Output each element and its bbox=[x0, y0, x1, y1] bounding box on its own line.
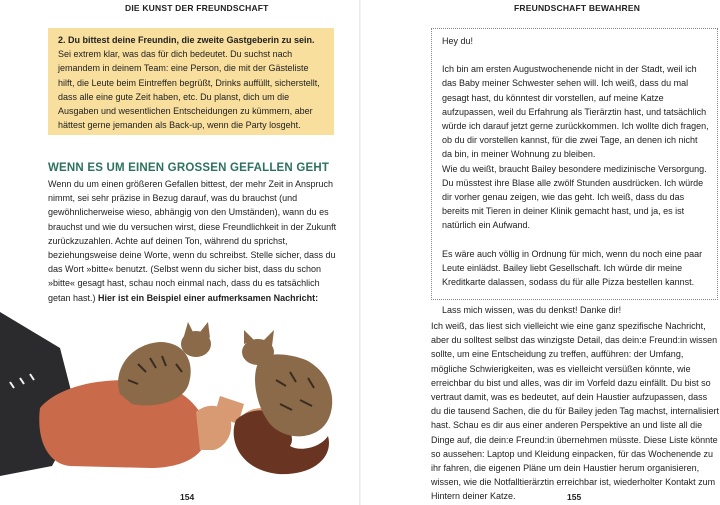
left-body bbox=[48, 177, 338, 305]
message-greeting: Hey du! bbox=[442, 36, 474, 46]
left-body-bold: Hier ist ein Beispiel einer aufmerksamen Nachricht: bbox=[98, 292, 319, 303]
message-paragraph-1: Ich bin am ersten Augustwochenende nicht in der Stadt, weil ich das Baby meiner Schwester sehen will. Ich weiß, dass du mal gesagt hast, du könntest dir vorstellen, auf meine Katze aufzupassen, weil du Erfahrung als Tierärztin hast, und tatsächlich würde ich darauf jetzt gerne zurückkommen. Ich wollte dich fragen, ob du dir vorstellen kannst, für die zwei Tage, an denen ich nicht da bin, in meiner Wohnung zu bleiben. bbox=[442, 64, 709, 160]
cat-left-body bbox=[118, 342, 191, 405]
tip-box-text: Sei extrem klar, was das für dich bedeutet. Du suchst nach jemandem in deinem Team: eine Person, die mit der Gästeliste hilft, die Leute beim Eintreffen begrüßt, Drinks auffüllt, sicherstellt, dass alle eine gute Zeit haben, etc. Du planst, dich um die Ausgaben und wesentlichen Entscheidungen zu kümmern, aber hättest gerne jemanden als Back-up, wenn die Party losgeht. bbox=[58, 49, 320, 131]
tip-box-bold-lead: 2. Du bittest deine Freundin, die zweite Gastgeberin zu sein. bbox=[58, 35, 315, 45]
tip-box bbox=[48, 28, 334, 135]
right-body-text: Ich weiß, das liest sich vielleicht wie eine ganz spezifische Nachricht, aber du solltest selbst das winzigste Detail, das dein:e Freund:in wissen sollte, um eine Entscheidung zu treffen, aufführen: der Umfang, mögliche Schwierigkeiten, was es vielleicht versüßen könnte, wie erreichbar du bist und alles, was dir im Vorfeld dazu einfällt. Du bist so vertraut damit, was es bedeutet, auf dein Haustier aufzupassen, dass du die tausend Sachen, die du für Bailey jeden Tag machst, internalisiert hast. Schau es dir aus einer anderen Perspektive an und liste all die Dinge auf, die dein:e Freund:in übernehmen müsste. Diese Liste könnte so aussehen: Laptop und Kleidung einpacken, für das Wochenende zu ihr fahren, die eigenen Pläne um dein Haustier herum organisieren, wissen, wie die Notfalltierärztin erreichbar ist, wiederholter Kontakt zum Hintern deiner Katze. bbox=[431, 321, 720, 502]
section-heading: WENN ES UM EINEN GROSSEN GEFALLEN GEHT bbox=[48, 162, 330, 174]
example-message-box bbox=[431, 28, 718, 316]
page-number-right: 155 bbox=[567, 492, 582, 502]
left-running-head: DIE KUNST DER FREUNDSCHAFT bbox=[125, 3, 269, 13]
left-body-text: Wenn du um einen größeren Gefallen bittest, der mehr Zeit in Anspruch nimmt, sei sehr präzise in Bezug darauf, was du brauchst (und gewöhnlicherweise wieso, abhängig von den Umständen), wann du es brauchst und wie du versuchen wirst, diese Freundlichkeit in der Zukunft zurückzuzahlen. Achte auf deinen Ton, während du sprichst, beziehungsweise deine Worte, wenn du schreibst. Stelle sicher, dass du das Wort »bitte« benutzt. (Selbst wenn du sicher bist, dass du schon »bitte« gesagt hast, schau noch einmal nach, dass du es tatsächlich getan hast.) bbox=[48, 179, 337, 303]
message-paragraph-2: Wie du weißt, braucht Bailey besondere medizinische Versorgung. Du müsstest ihre Blase alle zwölf Stunden ausdrücken. Ich würde dir vorher genau zeigen, wie das geht. Ich weiß, dass du das bereits mit Tieren in deiner Klinik gemacht hast, und ja, es ist natürlich ein Aufwand. bbox=[442, 163, 707, 231]
message-paragraph-3: Es wäre auch völlig in Ordnung für mich, wenn du noch eine paar Leute einlädst. Bailey liebt Gesellschaft. Ich würde dir meine Kreditkarte dalassen, sodass du für alle Pizza bestellen kannst. bbox=[442, 248, 703, 288]
page-number-left: 154 bbox=[180, 492, 195, 502]
right-running-head: FREUNDSCHAFT BEWAHREN bbox=[514, 3, 641, 13]
message-closing: Lass mich wissen, was du denkst! Danke dir! bbox=[442, 305, 622, 316]
woman-with-cats-illustration bbox=[0, 300, 360, 480]
right-body bbox=[431, 319, 719, 504]
